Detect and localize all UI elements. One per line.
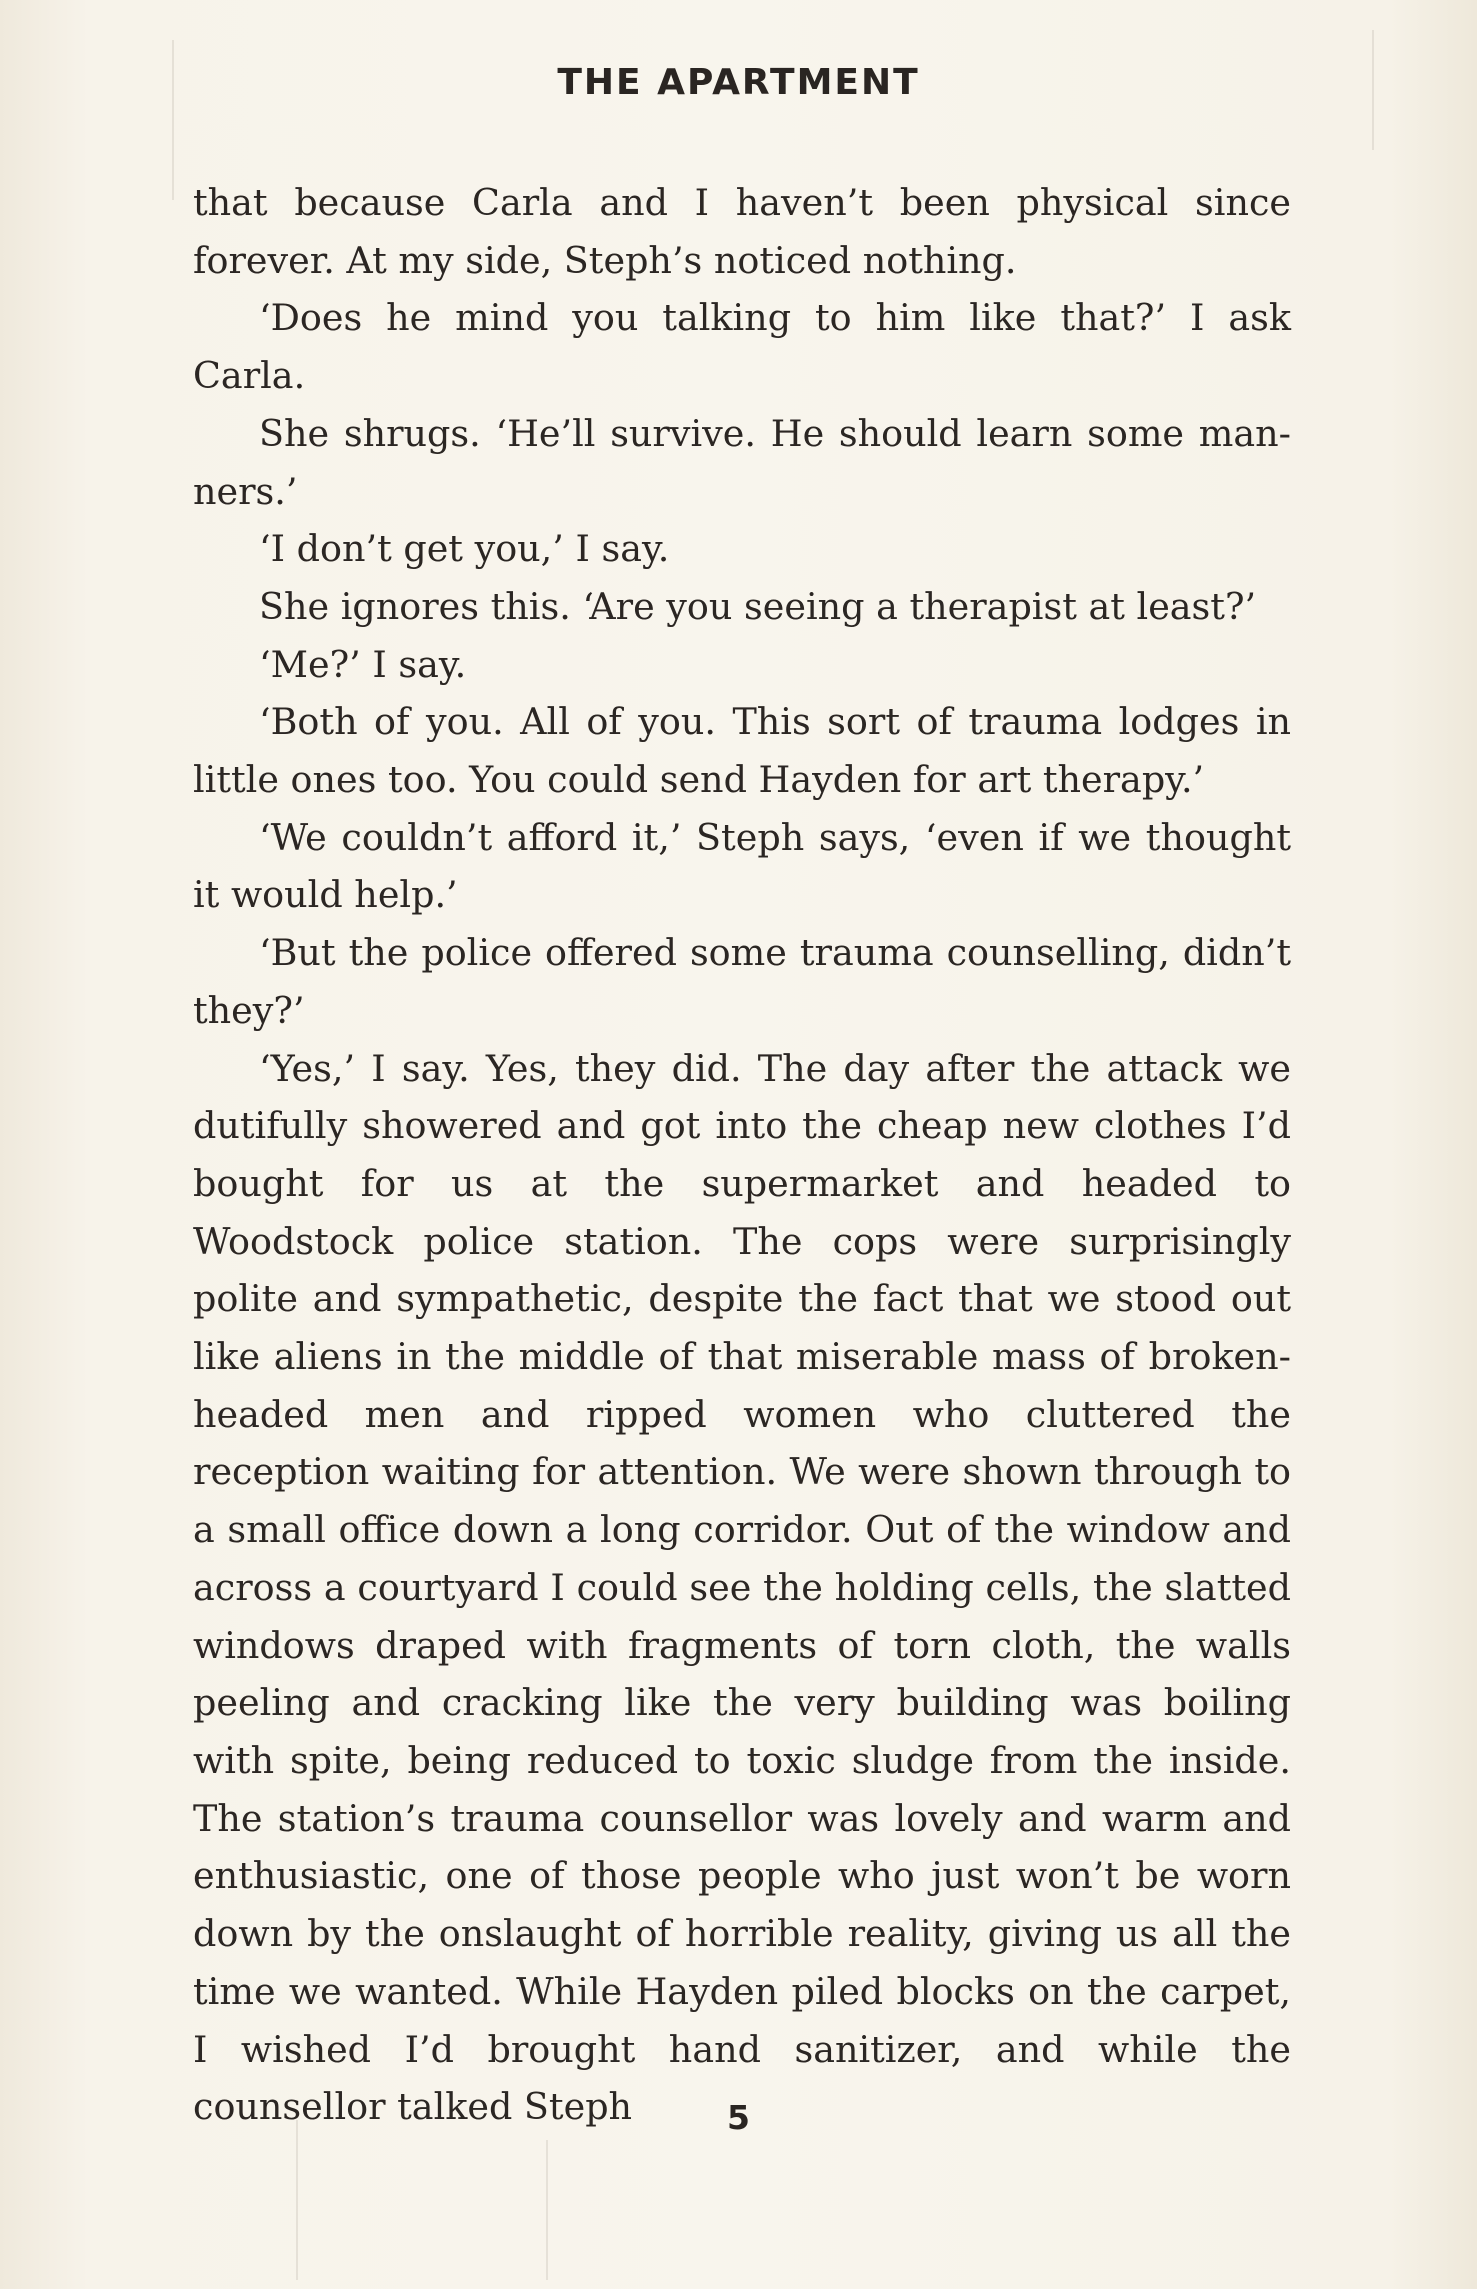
body-text xyxy=(193,174,1291,2136)
paragraph: She shrugs. ‘He’ll survive. He should learn some manners.’ xyxy=(193,411,1291,513)
scan-artifact xyxy=(546,2140,548,2280)
running-head: THE APARTMENT xyxy=(557,62,920,103)
paragraph: ‘Me?’ I say. xyxy=(259,642,467,686)
scan-artifact xyxy=(296,2120,298,2280)
paragraph: ‘Yes,’ I say. Yes, they did. The day after the attack we dutifully showered and got into the cheap new clothes I’d bought for us at the supermarket and headed to Woodstock police station. The cops were surprisingly polite and sympathetic, despite the fact that we stood out like aliens in the middle of that miserable mass of broken-headed men and ripped women who cluttered the reception waiting for attention. We were shown through to a small office down a long corridor. Out of the window and across a courtyard I could see the holding cells, the slatted windows draped with fragments of torn cloth, the walls peeling and cracking like the very building was boiling with spite, being reduced to toxic sludge from the inside. The station’s trauma counsellor was lovely and warm and enthusiastic, one of those people who just won’t be worn down by the onslaught of horrible reality, giving us all the time we wanted. While Hayden piled blocks on the carpet, I wished I’d brought hand sanitizer, and while the counsellor talked Steph xyxy=(193,1046,1291,2129)
paragraph: ‘Does he mind you talking to him like that?’ I ask Carla. xyxy=(193,296,1291,398)
paragraph: ‘We couldn’t afford it,’ Steph says, ‘even if we thought it would help.’ xyxy=(193,815,1291,917)
paragraph: ‘Both of you. All of you. This sort of trauma lodges in little ones too. You could send Hayden for art therapy.’ xyxy=(193,700,1291,802)
paragraph: ‘I don’t get you,’ I say. xyxy=(259,527,670,571)
page-number: 5 xyxy=(727,2098,750,2137)
paragraph: that because Carla and I haven’t been physical since forever. At my side, Steph’s noticed nothing. xyxy=(193,181,1291,282)
paragraph: ‘But the police offered some trauma counselling, didn’t they?’ xyxy=(193,931,1291,1032)
paragraph: She ignores this. ‘Are you seeing a therapist at least?’ xyxy=(259,584,1257,628)
